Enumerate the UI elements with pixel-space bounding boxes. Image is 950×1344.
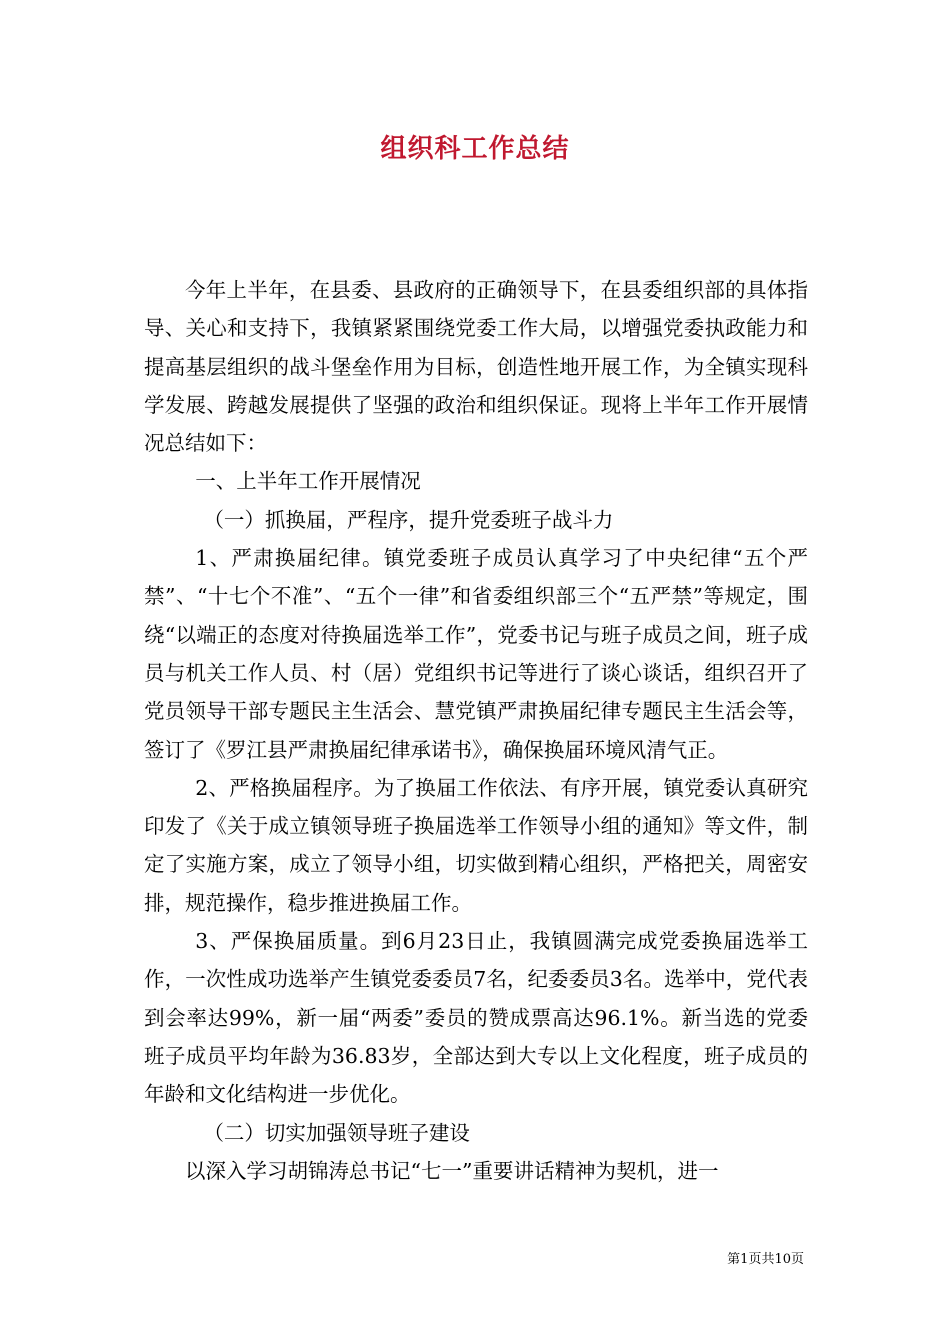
item-paragraph-3: 3、严保换届质量。到6月23日止，我镇圆满完成党委换届选举工作，一次性成功选举产生镇党委委员7名，纪委委员3名。选举中，党代表到会率达99%，新一届“两委”委员的赞成票高达96.1%。新当选的党委班子成员平均年龄为36.83岁，全部达到大专以上文化程度，班子成员的年龄和文化结构进一步优化。 [144,929,808,1107]
item-paragraph-2: 2、严格换届程序。为了换届工作依法、有序开展，镇党委认真研究印发了《关于成立镇领导班子换届选举工作领导小组的通知》等文件，制定了实施方案，成立了领导小组，切实做到精心组织，严格把关，周密安排，规范操作，稳步推进换届工作。 [144,775,808,915]
document-title: 组织科工作总结 [380,134,570,164]
item-paragraph-1: 1、严肃换届纪律。镇党委班子成员认真学习了中央纪律“五个严禁”、“十七个不准”、“五个一律”和省委组织部三个“五严禁”等规定，围绕“以端正的态度对待换届选举工作”，党委书记与班子成员之间，班子成员与机关工作人员、村（居）党组织书记等进行了谈心谈话，组织召开了党员领导干部专题民主生活会、慧党镇严肃换届纪律专题民主生活会等，签订了《罗江县严肃换届纪律承诺书》，确保换届环境风清气正。 [144,546,808,762]
subsection-heading-1: （一）抓换届，严程序，提升党委班子战斗力 [203,507,614,532]
section-heading-1: 一、上半年工作开展情况 [195,469,421,494]
page-number: 第1页共10页 [727,1252,804,1267]
document-body [144,271,808,1190]
body-paragraph-continued: 以深入学习胡锦涛总书记“七一”重要讲话精神为契机，进一 [185,1158,719,1183]
subsection-heading-2: （二）切实加强领导班子建设 [203,1120,470,1145]
intro-paragraph: 今年上半年，在县委、县政府的正确领导下，在县委组织部的具体指导、关心和支持下，我镇紧紧围绕党委工作大局，以增强党委执政能力和提高基层组织的战斗堡垒作用为目标，创造性地开展工作，为全镇实现科学发展、跨越发展提供了坚强的政治和组织保证。现将上半年工作开展情况总结如下： [144,278,808,456]
